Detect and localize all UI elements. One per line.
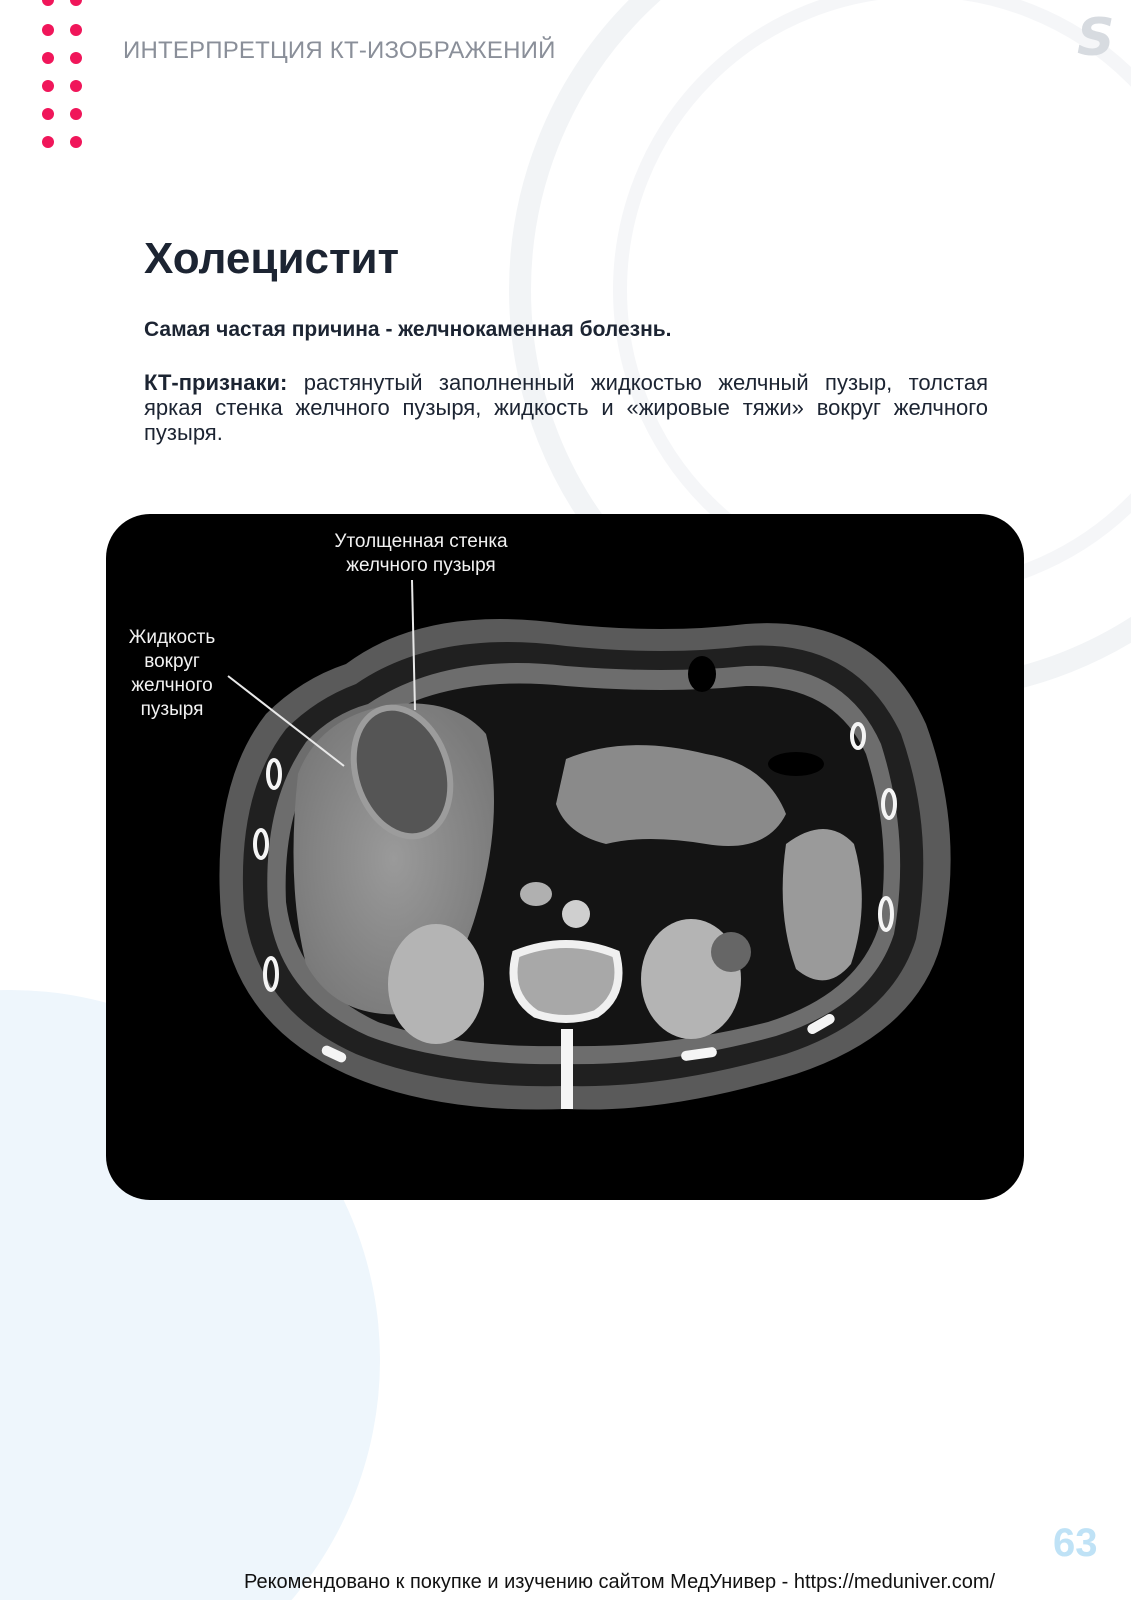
bg-ring-inner [620,0,1131,590]
publisher-logo: S [1077,8,1115,68]
ct-signs-text: растянутый заполненный жидкостью желчный пузыр, толстая яркая стенка желчного пузыря, жидкость и «жировые тяжи» вокруг желчного пузыря. [144,370,988,445]
ct-image-figure [106,514,1024,1200]
ct-signs-paragraph [144,370,988,445]
ct-signs-label: КТ-признаки: [144,370,288,395]
annotation-fluid-line: Жидкость [128,627,216,648]
spinous-process [561,1029,573,1109]
bowel-gas-2 [768,752,824,776]
annotation-wall-line: Утолщенная стенка [334,531,508,552]
accent-dots [40,0,84,150]
annotation-wall-line: желчного пузыря [346,555,496,576]
running-head: ИНТЕРПРЕТЦИЯ КТ-ИЗОБРАЖЕНИЙ [123,37,556,64]
annotation-fluid-line: пузыря [140,699,204,720]
footer-note: Рекомендовано к покупке и изучению сайтом МедУнивер - https://meduniver.com/ [244,1571,996,1593]
aorta [562,900,590,928]
ct-scan-illustration [106,514,1024,1200]
page-number: 63 [1053,1521,1098,1565]
spleen [783,829,862,980]
vertebra [514,944,619,1019]
annotation-pericholecystic-fluid [112,626,232,722]
right-kidney [388,924,484,1044]
annotation-fluid-line: желчного [131,675,213,696]
lead-paragraph: Самая частая причина - желчнокаменная болезнь. [144,318,672,341]
annotation-thickened-wall [316,530,526,578]
bowel-gas-1 [688,656,716,692]
annotation-fluid-line: вокруг [144,651,200,672]
ivc [520,882,552,906]
renal-cyst [711,932,751,972]
page-title: Холецистит [144,234,400,283]
